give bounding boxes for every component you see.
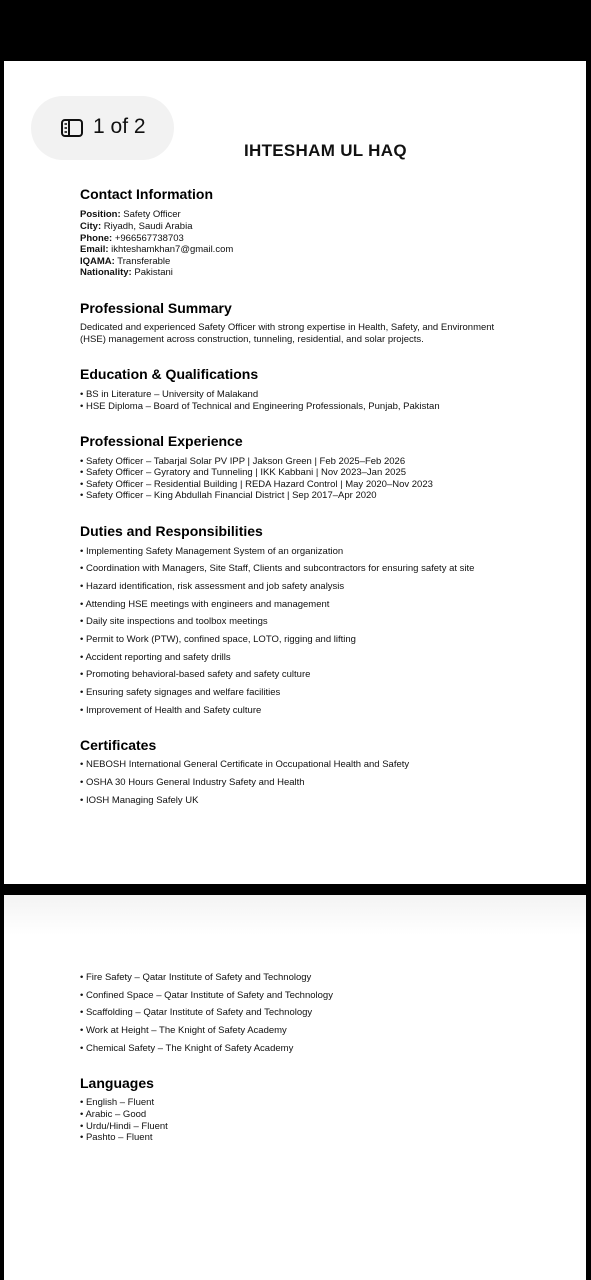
summary-text: Dedicated and experienced Safety Officer with strong expertise in Health, Safety, and Environment (HSE) management across construction, tunneling, residential, and solar projects.	[80, 322, 495, 345]
duty-item: • Coordination with Managers, Site Staff, Clients and subcontractors for ensuring safety at site	[80, 563, 475, 574]
duty-item: • Accident reporting and safety drills	[80, 652, 231, 663]
experience-item: • Safety Officer – Gyratory and Tunneling | IKK Kabbani | Nov 2023–Jan 2025	[80, 467, 407, 478]
duties-heading: Duties and Responsibilities	[80, 523, 263, 539]
experience-item: • Safety Officer – King Abdullah Financial District | Sep 2017–Apr 2020	[80, 490, 377, 501]
language-item: • English – Fluent	[80, 1097, 155, 1108]
candidate-name: IHTESHAM UL HAQ	[244, 141, 407, 160]
document-page-2	[4, 895, 586, 1280]
contact-nationality: Nationality: Pakistani	[80, 267, 173, 278]
certificate-item: • Fire Safety – Qatar Institute of Safety and Technology	[80, 972, 312, 983]
duty-item: • Hazard identification, risk assessment and job safety analysis	[80, 581, 345, 592]
duty-item: • Permit to Work (PTW), confined space, LOTO, rigging and lifting	[80, 634, 356, 645]
duty-item: • Implementing Safety Management System of an organization	[80, 546, 344, 557]
duty-item: • Attending HSE meetings with engineers and management	[80, 599, 330, 610]
contact-email: Email: ikhteshamkhan7@gmail.com	[80, 244, 234, 255]
languages-heading: Languages	[80, 1075, 154, 1091]
contact-heading: Contact Information	[80, 186, 213, 202]
duty-item: • Ensuring safety signages and welfare facilities	[80, 687, 281, 698]
language-item: • Pashto – Fluent	[80, 1132, 153, 1143]
experience-heading: Professional Experience	[80, 433, 243, 449]
certificate-item: • IOSH Managing Safely UK	[80, 795, 199, 806]
certificate-item: • OSHA 30 Hours General Industry Safety and Health	[80, 777, 305, 788]
page-indicator-label: 1 of 2	[93, 115, 146, 138]
duty-item: • Promoting behavioral-based safety and safety culture	[80, 669, 311, 680]
contact-city: City: Riyadh, Saudi Arabia	[80, 221, 193, 232]
pages-icon	[61, 119, 83, 137]
certificates-heading: Certificates	[80, 737, 157, 753]
language-item: • Urdu/Hindi – Fluent	[80, 1121, 168, 1132]
duty-item: • Improvement of Health and Safety culture	[80, 705, 262, 716]
experience-item: • Safety Officer – Residential Building | REDA Hazard Control | May 2020–Nov 2023	[80, 479, 433, 490]
experience-item: • Safety Officer – Tabarjal Solar PV IPP | Jakson Green | Feb 2025–Feb 2026	[80, 456, 406, 467]
education-item: • BS in Literature – University of Malakand	[80, 389, 259, 400]
summary-heading: Professional Summary	[80, 300, 232, 316]
contact-iqama: IQAMA: Transferable	[80, 256, 171, 267]
certificate-item: • Confined Space – Qatar Institute of Safety and Technology	[80, 990, 333, 1001]
document-page-1	[4, 61, 586, 884]
duty-item: • Daily site inspections and toolbox meetings	[80, 616, 268, 627]
language-item: • Arabic – Good	[80, 1109, 147, 1120]
contact-phone: Phone: +966567738703	[80, 233, 184, 244]
contact-position: Position: Safety Officer	[80, 209, 181, 220]
education-heading: Education & Qualifications	[80, 366, 259, 382]
education-item: • HSE Diploma – Board of Technical and Engineering Professionals, Punjab, Pakistan	[80, 401, 440, 412]
certificate-item: • Scaffolding – Qatar Institute of Safety and Technology	[80, 1007, 313, 1018]
certificate-item: • Work at Height – The Knight of Safety Academy	[80, 1025, 287, 1036]
certificate-item: • Chemical Safety – The Knight of Safety Academy	[80, 1043, 294, 1054]
page-top-shadow	[4, 895, 586, 935]
page-indicator[interactable]	[31, 96, 174, 160]
certificate-item: • NEBOSH International General Certificate in Occupational Health and Safety	[80, 759, 410, 770]
